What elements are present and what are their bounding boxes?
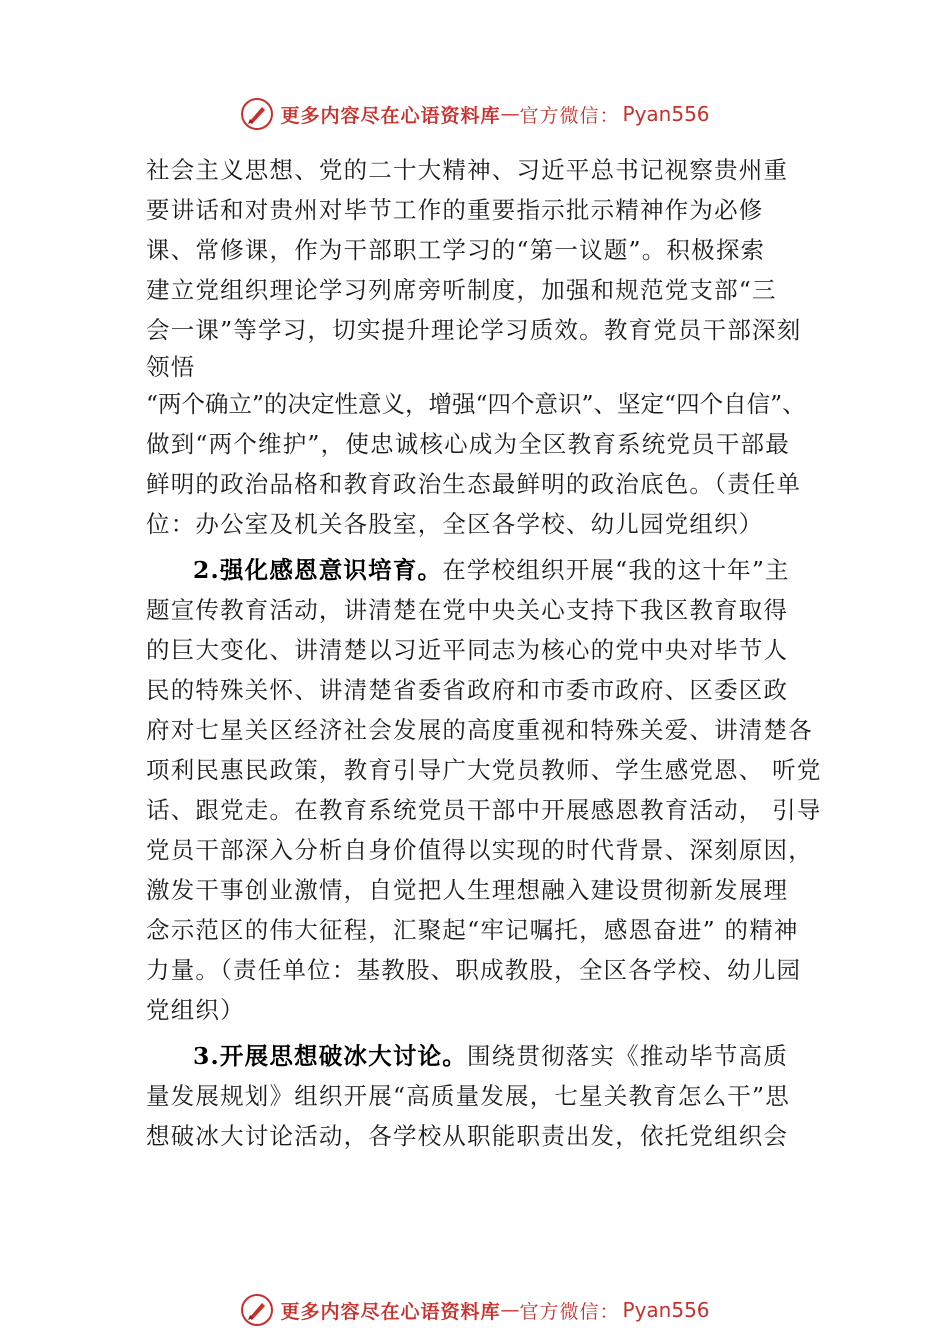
footer-separator: — bbox=[500, 1299, 520, 1321]
footer-colon: ： bbox=[599, 1300, 619, 1323]
body-line: 题宣传教育活动，讲清楚在党中央关心支持下我区教育取得 bbox=[146, 596, 789, 624]
paragraph-3 bbox=[146, 1036, 826, 1156]
header-colon: ： bbox=[599, 104, 619, 127]
body-line: 想破冰大讨论活动，各学校从职能职责出发，依托党组织会 bbox=[146, 1122, 789, 1150]
section-heading: 2.强化感恩意识培育。 bbox=[193, 556, 443, 584]
paragraph-2 bbox=[146, 550, 826, 1030]
body-line: 建立党组织理论学习列席旁听制度，加强和规范党支部“三 bbox=[146, 276, 777, 304]
header-main-text: 更多内容尽在心语资料库 bbox=[280, 104, 501, 127]
pen-logo-icon bbox=[240, 97, 274, 131]
footer-watermark bbox=[0, 1290, 950, 1330]
body-line: 鲜明的政治品格和教育政治生态最鲜明的政治底色。（责任单 bbox=[146, 470, 802, 498]
body-line: 民的特殊关怀、讲清楚省委省政府和市委市政府、区委区政 bbox=[146, 676, 789, 704]
pen-logo-icon bbox=[240, 1293, 274, 1327]
body-text: 在学校组织开展“我的这十年”主 bbox=[442, 556, 790, 584]
section-heading: 3.开展思想破冰大讨论。 bbox=[193, 1042, 467, 1070]
body-line bbox=[146, 1036, 826, 1076]
body-line: 话、跟党走。在教育系统党员干部中开展感恩教育活动， 引导 bbox=[146, 796, 822, 824]
body-line: 激发干事创业激情，自觉把人生理想融入建设贯彻新发展理 bbox=[146, 876, 789, 904]
footer-main-text: 更多内容尽在心语资料库 bbox=[280, 1300, 501, 1323]
footer-official-label: 官方微信 bbox=[519, 1300, 600, 1323]
body-line bbox=[146, 550, 826, 590]
body-text: 围绕贯彻落实《推动毕节高质 bbox=[466, 1042, 789, 1070]
body-line: 要讲话和对贵州对毕节工作的重要指示批示精神作为必修 bbox=[146, 196, 764, 224]
document-body bbox=[146, 150, 826, 1156]
body-line: 领悟 bbox=[146, 353, 196, 381]
body-line: 念示范区的伟大征程，汇聚起“牢记嘱托，感恩奋进” 的精神 bbox=[146, 916, 799, 944]
body-line: 位：办公室及机关各股室，全区各学校、幼儿园党组织） bbox=[146, 510, 764, 538]
body-line: 党组织） bbox=[146, 996, 245, 1024]
body-line: 课、常修课，作为干部职工学习的“第一议题”。积极探索 bbox=[146, 236, 766, 264]
body-line: 社会主义思想、党的二十大精神、习近平总书记视察贵州重 bbox=[146, 156, 789, 184]
header-separator: — bbox=[500, 103, 520, 125]
header-wechat-id: Pyan556 bbox=[622, 102, 710, 126]
body-line: 量发展规划》组织开展“高质量发展，七星关教育怎么干”思 bbox=[146, 1082, 790, 1110]
body-line: 力量。（责任单位：基教股、职成教股，全区各学校、幼儿园 bbox=[146, 956, 802, 984]
body-line: 会一课”等学习，切实提升理论学习质效。教育党员干部深刻 bbox=[146, 316, 802, 344]
body-line: “两个确立”的决定性意义，增强“四个意识”、坚定“四个自信”、 bbox=[146, 390, 806, 418]
header-watermark bbox=[0, 94, 950, 134]
footer-wechat-id: Pyan556 bbox=[622, 1298, 710, 1322]
body-line: 做到“两个维护”，使忠诚核心成为全区教育系统党员干部最 bbox=[146, 430, 790, 458]
body-line: 的巨大变化、讲清楚以习近平同志为核心的党中央对毕节人 bbox=[146, 636, 789, 664]
header-official-label: 官方微信 bbox=[519, 104, 600, 127]
body-line: 党员干部深入分析自身价值得以实现的时代背景、深刻原因， bbox=[146, 836, 813, 864]
paragraph-1 bbox=[146, 150, 826, 544]
body-line: 项利民惠民政策，教育引导广大党员教师、学生感党恩、 听党 bbox=[146, 756, 822, 784]
body-line: 府对七星关区经济社会发展的高度重视和特殊关爱、讲清楚各 bbox=[146, 716, 813, 744]
